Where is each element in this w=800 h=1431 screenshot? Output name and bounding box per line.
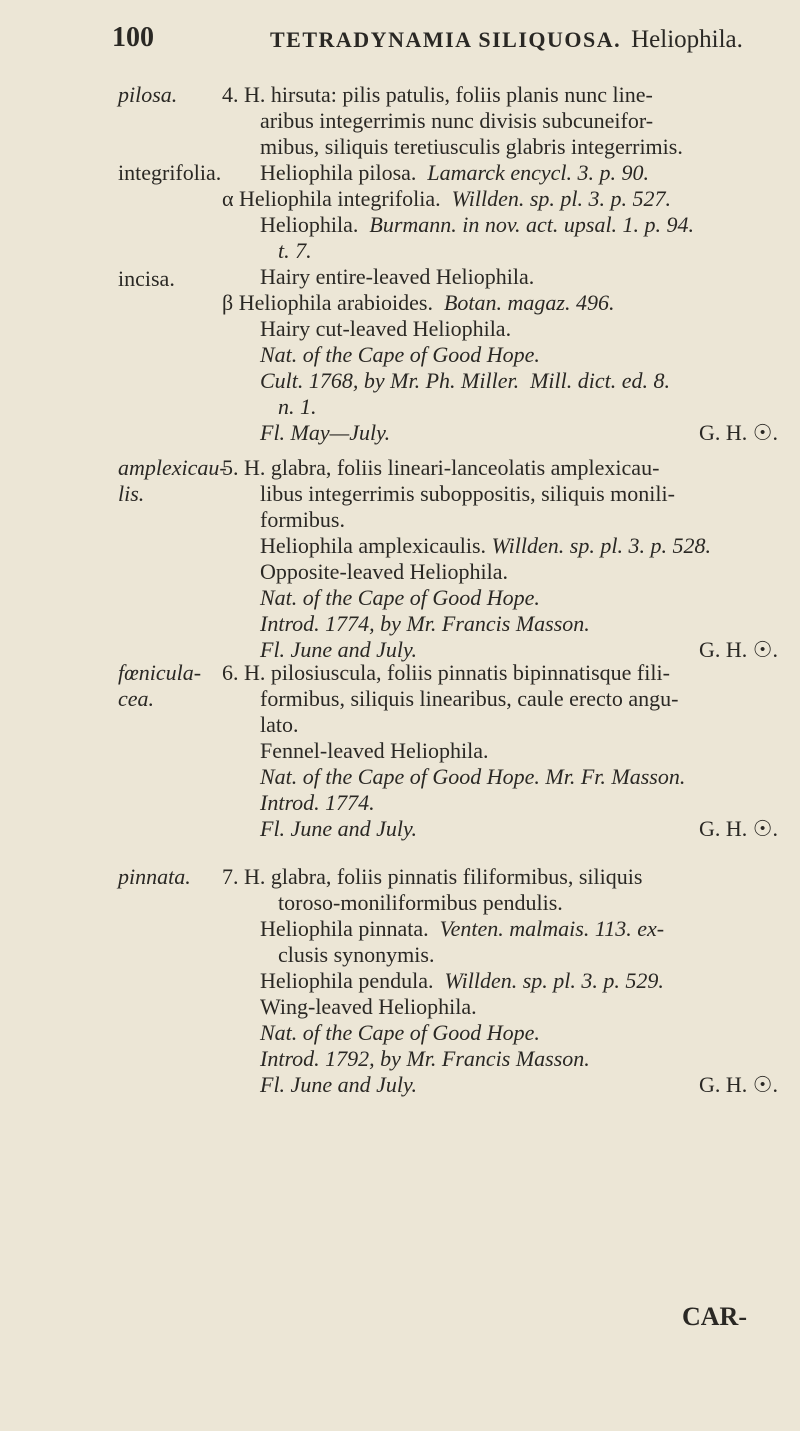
synonym-name: Heliophila.: [260, 212, 359, 237]
entry-line: lato.: [260, 712, 299, 737]
species-entry-5: [222, 455, 792, 663]
entry-line: Introd. 1792, by Mr. Francis Masson.: [260, 1046, 590, 1071]
synonym-name: Heliophila amplexicaulis.: [260, 533, 487, 558]
synonym-name: Heliophila pilosa.: [260, 160, 417, 185]
page-header: [0, 22, 800, 54]
entry-line: 5. H. glabra, foliis lineari-lanceolatis amplexicau-: [222, 455, 660, 480]
margin-label-line: cea.: [118, 686, 155, 711]
synonym-name: Heliophila pinnata.: [260, 916, 429, 941]
habitat-code: G. H. ☉.: [699, 1072, 778, 1097]
citation: Lamarck encycl. 3. p. 90.: [427, 160, 649, 185]
citation: Botan. magaz. 496.: [443, 290, 615, 315]
flowering-time: Fl. May—July.: [260, 420, 391, 445]
entry-line: Fennel-leaved Heliophila.: [260, 738, 489, 763]
margin-label-line: lis.: [118, 481, 145, 506]
entry-line: aribus integerrimis nunc divisis subcuneifor-: [260, 108, 654, 133]
species-entry-6: [222, 660, 792, 842]
entry-line: mibus, siliquis teretiusculis glabris integerrimis.: [260, 134, 683, 159]
habitat-code: G. H. ☉.: [699, 816, 778, 841]
entry-line: Introd. 1774, by Mr. Francis Masson.: [260, 611, 590, 636]
entry-line: Nat. of the Cape of Good Hope. Mr. Fr. Masson.: [260, 764, 686, 789]
entry-line: Introd. 1774.: [260, 790, 375, 815]
margin-label-amplexicaulis: [118, 455, 227, 507]
entry-line: Nat. of the Cape of Good Hope.: [260, 585, 540, 610]
flowering-time: Fl. June and July.: [260, 637, 418, 662]
page-number: 100: [112, 22, 154, 53]
entry-line: [222, 420, 792, 446]
citation: Mill. dict. ed. 8.: [530, 368, 671, 393]
catchword: CAR-: [682, 1302, 747, 1331]
citation: Burmann. in nov. act. upsal. 1. p. 94.: [369, 212, 695, 237]
habitat-code: G. H. ☉.: [699, 637, 778, 662]
entry-line: clusis synonymis.: [278, 942, 435, 967]
species-entry-4: [222, 82, 792, 446]
entry-line: [222, 816, 792, 842]
entry-line: 6. H. pilosiuscula, foliis pinnatis bipinnatisque fili-: [222, 660, 670, 685]
flowering-time: Fl. June and July.: [260, 1072, 418, 1097]
habitat-code: G. H. ☉.: [699, 420, 778, 445]
entry-line: Nat. of the Cape of Good Hope.: [260, 1020, 540, 1045]
margin-label-foeniculacea: [118, 660, 201, 712]
entry-line: toroso-moniliformibus pendulis.: [278, 890, 563, 915]
synonym-name: α Heliophila integrifolia.: [222, 186, 441, 211]
citation: Willden. sp. pl. 3. p. 529.: [444, 968, 664, 993]
running-title-text: TETRADYNAMIA SILIQUOSA.: [270, 27, 622, 52]
synonym-name: β Heliophila arabioides.: [222, 290, 433, 315]
margin-label-integrifolia: integrifolia.: [118, 160, 222, 185]
entry-line: [222, 186, 792, 212]
entry-line: Hairy cut-leaved Heliophila.: [260, 316, 512, 341]
entry-line: [222, 160, 792, 186]
citation: Willden. sp. pl. 3. p. 528.: [491, 533, 711, 558]
citation: Venten. malmais. 113. ex-: [439, 916, 665, 941]
entry-line: [222, 533, 792, 559]
entry-line: n. 1.: [278, 394, 317, 419]
entry-line: [222, 368, 792, 394]
entry-line: [222, 916, 792, 942]
entry-line: Wing-leaved Heliophila.: [260, 994, 477, 1019]
species-entry-7: [222, 864, 792, 1098]
entry-line: t. 7.: [278, 238, 312, 263]
entry-line: Opposite-leaved Heliophila.: [260, 559, 509, 584]
synonym-name: Heliophila pendula.: [260, 968, 434, 993]
entry-line: formibus.: [260, 507, 345, 532]
margin-label-pilosa: pilosa.: [118, 82, 178, 107]
entry-line: [222, 968, 792, 994]
entry-line: [222, 212, 792, 238]
entry-line: Hairy entire-leaved Heliophila.: [260, 264, 535, 289]
cultivation-note: Cult. 1768, by Mr. Ph. Miller.: [260, 368, 520, 393]
running-title: [270, 26, 743, 54]
entry-line: [222, 1072, 792, 1098]
entry-line: formibus, siliquis linearibus, caule erecto angu-: [260, 686, 679, 711]
margin-label-incisa: incisa.: [118, 266, 175, 291]
entry-line: libus integerrimis suboppositis, siliquis monili-: [260, 481, 675, 506]
margin-label-line: fœnicula-: [118, 660, 202, 685]
entry-line: 7. H. glabra, foliis pinnatis filiformibus, siliquis: [222, 864, 643, 889]
entry-line: 4. H. hirsuta: pilis patulis, foliis planis nunc line-: [222, 82, 653, 107]
flowering-time: Fl. June and July.: [260, 816, 418, 841]
entry-line: [222, 290, 792, 316]
margin-label-pinnata: pinnata.: [118, 864, 191, 889]
citation: Willden. sp. pl. 3. p. 527.: [451, 186, 672, 211]
margin-label-line: amplexicau-: [118, 455, 227, 480]
entry-line: Nat. of the Cape of Good Hope.: [260, 342, 540, 367]
running-genus: Heliophila.: [631, 26, 743, 53]
